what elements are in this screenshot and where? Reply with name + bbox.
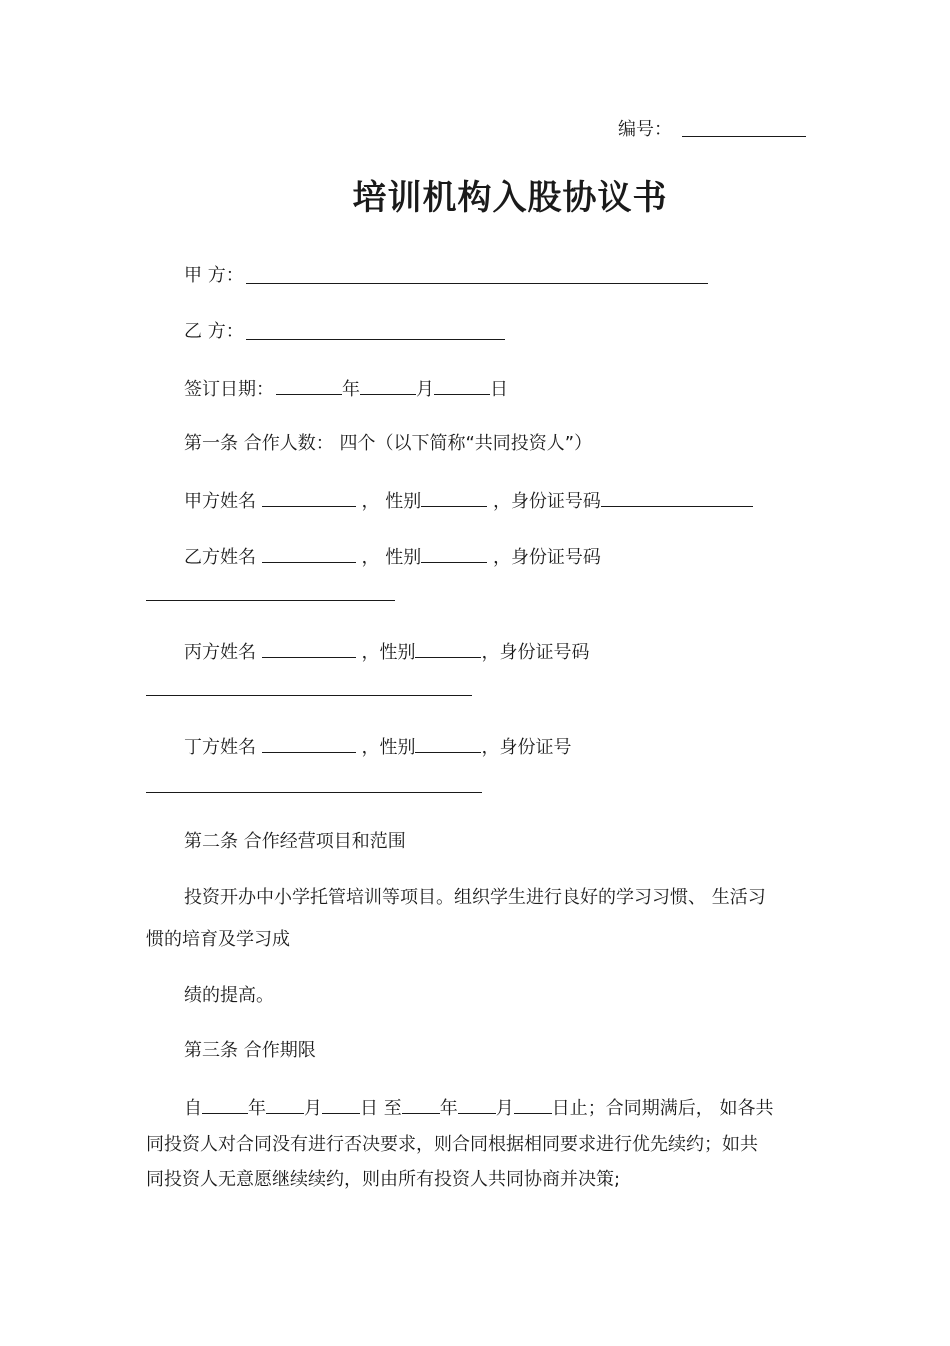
id-label: 身份证号码 <box>510 491 601 512</box>
from-label: 自 <box>184 1098 202 1119</box>
end-month-blank[interactable] <box>458 1095 496 1114</box>
a-name-blank[interactable] <box>262 488 356 507</box>
d-gender-blank[interactable] <box>415 734 481 753</box>
month-label: 月 <box>416 379 434 400</box>
sign-month-blank[interactable] <box>360 376 416 395</box>
article3-heading: 第三条 合作期限 <box>184 1040 316 1061</box>
end-year-blank[interactable] <box>402 1095 440 1114</box>
day-label: 日 <box>490 379 508 400</box>
id-label: 身份证号码 <box>510 547 601 568</box>
c-name-label: 丙方姓名 <box>184 642 256 663</box>
year-label: 年 <box>248 1098 266 1119</box>
comma: ， <box>481 642 500 663</box>
party-a-info <box>184 488 753 514</box>
party-b-blank[interactable] <box>246 339 505 340</box>
d-name-label: 丁方姓名 <box>184 737 256 758</box>
sign-day-blank[interactable] <box>434 376 490 395</box>
d-name-blank[interactable] <box>262 734 356 753</box>
party-b-label: 乙 方： <box>184 321 244 342</box>
a-id-blank[interactable] <box>601 488 753 507</box>
article3-line3: 同投资人无意愿继续续约，则由所有投资人共同协商并决策; <box>146 1169 621 1190</box>
d-id-blank[interactable] <box>146 792 482 793</box>
party-b-info <box>184 544 601 570</box>
b-gender-blank[interactable] <box>421 544 487 563</box>
gender-label: 性别 <box>385 491 422 512</box>
month-label: 月 <box>304 1098 322 1119</box>
id-short-label: 身份证号 <box>499 737 572 758</box>
sign-date-label: 签订日期： <box>184 379 274 400</box>
comma: ， <box>492 547 511 568</box>
c-gender-blank[interactable] <box>415 639 481 658</box>
article3-line1 <box>184 1095 773 1121</box>
article1-heading: 第一条 合作人数： 四个（以下简称“共同投资人”） <box>184 433 593 454</box>
party-c-info <box>184 639 589 665</box>
b-name-label: 乙方姓名 <box>184 547 256 568</box>
article3-line2: 同投资人对合同没有进行否决要求，则合同根据相同要求进行优先续约；如共 <box>146 1134 758 1155</box>
a-gender-blank[interactable] <box>421 488 487 507</box>
comma: ， <box>361 737 380 758</box>
start-year-blank[interactable] <box>202 1095 248 1114</box>
id-label: 身份证号码 <box>499 642 590 663</box>
start-month-blank[interactable] <box>266 1095 304 1114</box>
comma: ， <box>361 547 380 568</box>
article2-line2: 惯的培育及学习成 <box>146 929 290 950</box>
document-number-blank[interactable] <box>682 136 806 137</box>
comma: ， <box>481 737 500 758</box>
sign-date-line <box>184 376 508 402</box>
gender-label: 性别 <box>379 642 416 663</box>
start-day-blank[interactable] <box>322 1095 360 1114</box>
end-day-blank[interactable] <box>514 1095 552 1114</box>
document-title: 培训机构入股协议书 <box>352 178 668 218</box>
sign-year-blank[interactable] <box>276 376 342 395</box>
party-a-line <box>184 264 244 288</box>
b-name-blank[interactable] <box>262 544 356 563</box>
to-label: 日 至 <box>360 1098 402 1119</box>
party-b-line <box>184 320 244 344</box>
article2-line3: 绩的提高。 <box>184 985 274 1006</box>
c-name-blank[interactable] <box>262 639 356 658</box>
a-name-label: 甲方姓名 <box>184 491 256 512</box>
comma: ， <box>492 491 511 512</box>
document-number-label: 编号： <box>618 119 672 140</box>
b-id-blank[interactable] <box>146 600 395 601</box>
party-a-blank[interactable] <box>246 283 708 284</box>
article2-heading: 第二条 合作经营项目和范围 <box>184 831 406 852</box>
year-label: 年 <box>342 379 360 400</box>
month-label: 月 <box>495 1098 514 1119</box>
article2-line1: 投资开办中小学托管培训等项目。组织学生进行良好的学习习惯、 生活习 <box>184 887 766 908</box>
party-d-info <box>184 734 571 760</box>
party-a-label: 甲 方： <box>184 265 244 286</box>
year-label: 年 <box>439 1098 458 1119</box>
document-number <box>618 118 672 142</box>
end-text: 日止；合同期满后， 如各共 <box>551 1098 774 1119</box>
comma: ， <box>361 491 380 512</box>
gender-label: 性别 <box>379 737 416 758</box>
c-id-blank[interactable] <box>146 695 472 696</box>
gender-label: 性别 <box>385 547 422 568</box>
comma: ， <box>361 642 380 663</box>
